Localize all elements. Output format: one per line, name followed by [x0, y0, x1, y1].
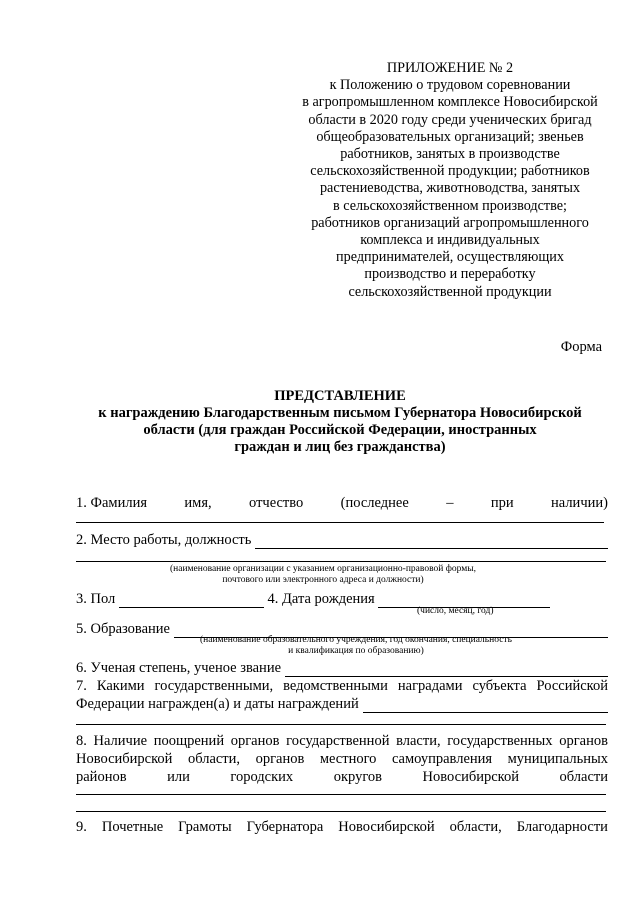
- word: местного: [319, 751, 377, 767]
- word: 1. Фамилия: [76, 495, 147, 511]
- field-7-input-line-2[interactable]: [76, 724, 606, 725]
- word: наличии): [551, 495, 608, 511]
- appendix-line: в сельскохозяйственном производстве;: [333, 197, 567, 214]
- word: государственных: [447, 733, 553, 749]
- field-8-label-line-2: [76, 750, 608, 768]
- field-2-input-line[interactable]: [255, 535, 608, 549]
- word: Российской: [536, 678, 608, 694]
- title-sub-line: граждан и лиц без гражданства): [234, 439, 446, 455]
- form-label: Форма: [560, 339, 602, 355]
- title-sub-line: области (для граждан Российской Федерации, иностранных: [143, 422, 537, 438]
- appendix-line: растениеводства, животноводства, занятых: [319, 180, 581, 197]
- word: Губернатора: [246, 819, 324, 835]
- appendix-line: производство и переработку: [364, 266, 536, 283]
- field-9-label-line-1: [76, 818, 608, 836]
- field-7-input-line[interactable]: [363, 699, 608, 713]
- word: Почетные: [101, 819, 164, 835]
- appendix-line: сельскохозяйственной продукции; работников: [310, 163, 590, 180]
- field-2-note: [170, 564, 476, 586]
- word: области,: [187, 751, 241, 767]
- word: районов: [76, 769, 127, 785]
- appendix-line: работников, занятых в производстве: [340, 146, 560, 163]
- word: Новосибирской: [76, 751, 173, 767]
- field-6-row: [76, 659, 608, 677]
- word: Новосибирской: [338, 819, 435, 835]
- field-6-label: 6. Ученая степень, ученое звание: [76, 660, 282, 676]
- word: государственными,: [154, 678, 274, 694]
- field-1-input-line[interactable]: [76, 522, 604, 523]
- note-line: и квалификация по образованию): [288, 646, 424, 656]
- word: городских: [230, 769, 294, 785]
- word: Наличие: [93, 733, 148, 749]
- word: отчество: [249, 495, 304, 511]
- word: –: [446, 495, 454, 511]
- word: ведомственными: [283, 678, 388, 694]
- title-sub-line: к награждению Благодарственным письмом Губернатора Новосибирской: [98, 405, 582, 421]
- field-2-row: [76, 531, 608, 549]
- field-4-label: 4. Дата рождения: [267, 591, 375, 607]
- field-6-input-line[interactable]: [285, 663, 608, 677]
- appendix-line: предпринимателей, осуществляющих: [336, 249, 564, 266]
- word: 8.: [76, 733, 87, 749]
- word: имя,: [184, 495, 212, 511]
- field-5-label: 5. Образование: [76, 621, 170, 637]
- field-7-label-line-2: Федерации награжден(а) и даты награждений: [76, 696, 359, 712]
- word: органов: [255, 751, 305, 767]
- word: округов: [333, 769, 383, 785]
- field-8-input-line-1[interactable]: [76, 794, 606, 795]
- word: 9.: [76, 819, 87, 835]
- field-7-row-2: [76, 695, 608, 713]
- field-4-note: (число, месяц, год): [417, 606, 494, 616]
- note-line: почтового или электронного адреса и должности): [222, 575, 424, 585]
- word: муниципальных: [507, 751, 608, 767]
- word: области: [559, 769, 608, 785]
- word: 7.: [76, 678, 87, 694]
- word: наградами: [397, 678, 463, 694]
- word: органов: [230, 733, 280, 749]
- appendix-line: общеобразовательных организаций; звеньев: [316, 128, 584, 145]
- field-3-label: 3. Пол: [76, 591, 116, 607]
- appendix-line: области в 2020 году среди ученических бригад: [308, 111, 592, 128]
- appendix-line: комплекса и индивидуальных: [360, 232, 540, 249]
- word: Новосибирской: [422, 769, 519, 785]
- field-1-label: [76, 494, 608, 512]
- title-main: ПРЕДСТАВЛЕНИЕ: [274, 388, 406, 404]
- note-line: (наименование организации с указанием организационно-правовой формы,: [170, 564, 476, 574]
- field-2-input-line-2[interactable]: [76, 561, 606, 562]
- appendix-heading: ПРИЛОЖЕНИЕ № 2: [386, 60, 514, 76]
- field-8-label-line-3: [76, 768, 608, 786]
- word: государственной: [286, 733, 390, 749]
- field-8-label-line-1: [76, 732, 608, 750]
- word: при: [490, 495, 514, 511]
- document-title: [60, 388, 620, 456]
- field-7-label-line-1: [76, 677, 608, 695]
- word: поощрений: [153, 733, 225, 749]
- word: Какими: [96, 678, 145, 694]
- word: самоуправления: [391, 751, 493, 767]
- word: субъекта: [472, 678, 527, 694]
- word: Благодарности: [516, 819, 608, 835]
- field-3-input-line[interactable]: [119, 594, 264, 608]
- field-8-input-line-2[interactable]: [76, 811, 606, 812]
- appendix-block: [280, 60, 620, 301]
- appendix-line: в агропромышленном комплексе Новосибирской: [302, 94, 598, 111]
- word: области,: [449, 819, 502, 835]
- appendix-line: к Положению о трудовом соревновании: [329, 77, 571, 94]
- word: (последнее: [340, 495, 409, 511]
- appendix-line: сельскохозяйственной продукции: [348, 283, 552, 300]
- word: власти,: [396, 733, 441, 749]
- appendix-line: работников организаций агропромышленного: [311, 214, 589, 231]
- word: Грамоты: [178, 819, 232, 835]
- word: органов: [559, 733, 608, 749]
- field-5-note: [200, 635, 512, 657]
- word: или: [167, 769, 190, 785]
- field-2-label: 2. Место работы, должность: [76, 532, 252, 548]
- note-line: (наименование образовательного учреждения, год окончания, специальность: [200, 635, 512, 645]
- field-3-4-row: [76, 590, 608, 608]
